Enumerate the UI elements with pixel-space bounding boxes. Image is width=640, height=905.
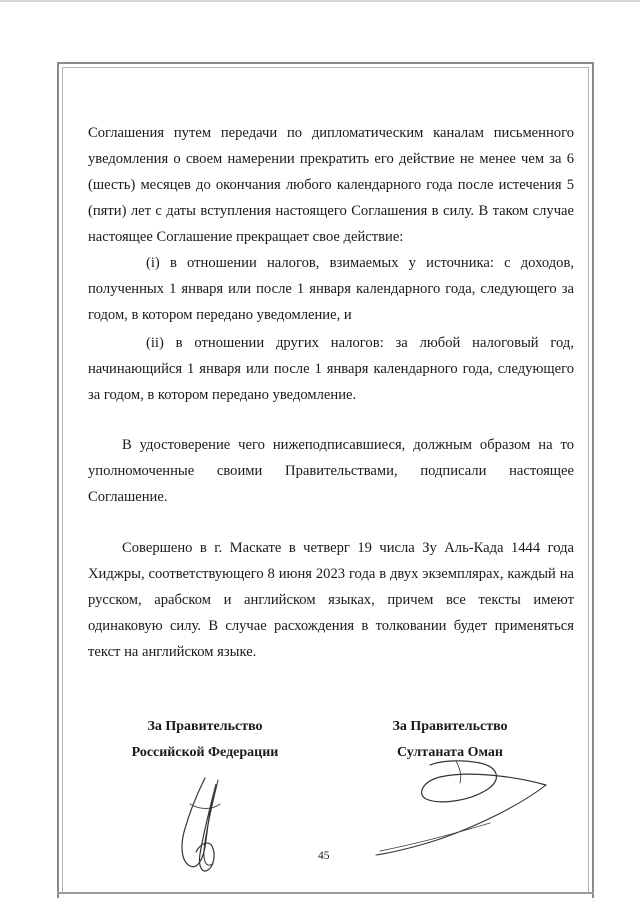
signature-left-line1: За Правительство <box>147 719 263 734</box>
scan-edge <box>0 0 640 2</box>
signature-right-line2: Султаната Оман <box>397 745 503 760</box>
witness-paragraph: В удостоверение чего нижеподписавшиеся, должным образом на то уполномоченные своими Правительствами, подписали настоящее Соглашение. <box>88 437 574 505</box>
continuation-paragraph: Соглашения путем передачи по дипломатическим каналам письменного уведомления о своем намерении прекратить его действие не менее чем за 6 (шесть) месяцев до окончания любого календарного года после истечения 5 (пяти) лет с даты вступления настоящего Соглашения в силу. В таком случае настоящее Соглашение прекращает свое действие: <box>88 125 574 245</box>
page-number: 45 <box>318 850 330 862</box>
signature-right-handwritten <box>370 755 560 865</box>
done-paragraph: Совершено в г. Маскате в четверг 19 числа Зу Аль-Када 1444 года Хиджры, соответствующего 8 июня 2023 года в двух экземплярах, каждый на русском, арабском и английском языках, причем все тексты имеют одинаковую силу. В случае расхождения в толковании будет применяться текст на английском языке. <box>88 540 574 660</box>
signature-right-line1: За Правительство <box>392 719 508 734</box>
clause-i: (i) в отношении налогов, взимаемых у источника: с доходов, полученных 1 января или после 1 января календарного года, следующего за годом, в котором передано уведомление, и <box>88 255 574 323</box>
signature-left-line2: Российской Федерации <box>131 745 279 760</box>
signature-left-handwritten <box>160 770 250 880</box>
page-frame-bottom <box>57 892 594 894</box>
clause-ii: (ii) в отношении других налогов: за любой налоговый год, начинающийся 1 января или после 1 января календарного года, следующего за годом, в котором передано уведомление. <box>88 335 574 403</box>
